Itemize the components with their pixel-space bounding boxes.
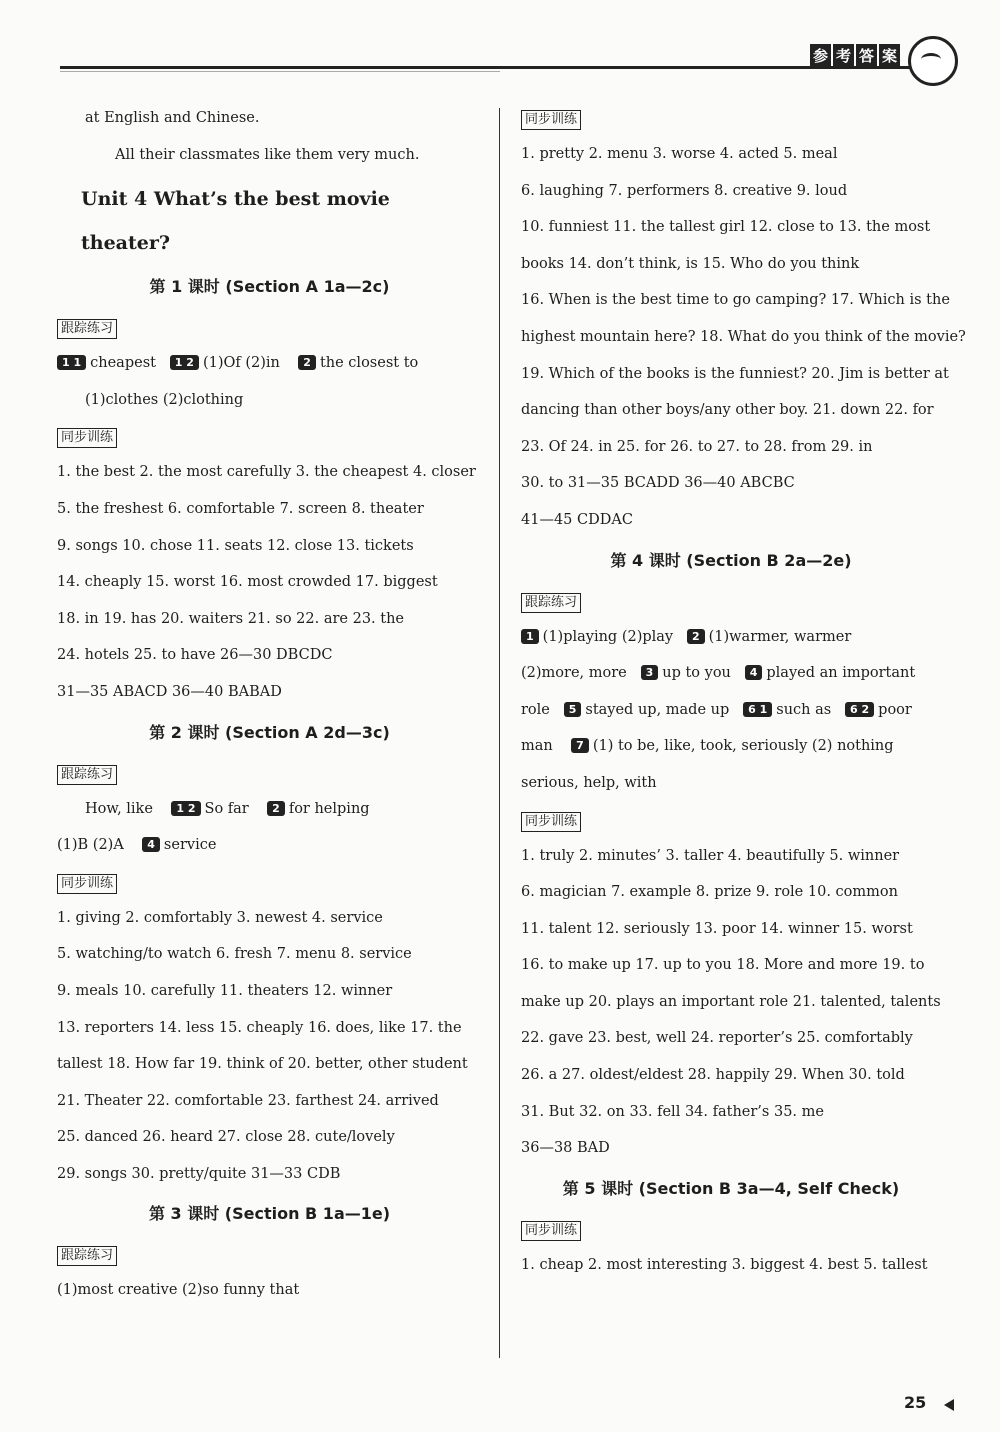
answer-line: 6. laughing 7. performers 8. creative 9. loud [521,182,848,199]
answer-text: for helping [288,800,370,817]
answer-line: 6. magician 7. example 8. prize 9. role 10. common [521,884,898,901]
label-tracking-practice: 跟踪练习 [521,593,581,613]
question-tag: 3 [641,665,659,680]
answer-line: 31—35 ABACD 36—40 BABAD [57,683,282,700]
question-tag: 2 [267,801,285,816]
answer-line: 25. danced 26. heard 27. close 28. cute/lovely [57,1129,395,1146]
answer-line: 14. cheaply 15. worst 16. most crowded 17. biggest [57,574,438,591]
header-char: 考 [833,44,854,67]
label-sync-training: 同步训练 [521,812,581,832]
question-tag: 1 2 [171,801,200,816]
answer-line: 11. talent 12. seriously 13. poor 14. winner 15. worst [521,920,913,937]
question-tag: 2 [298,355,316,370]
question-tag: 5 [564,702,582,717]
answer-text: service [163,837,217,854]
answer-line: 21. Theater 22. comfortable 23. farthest 24. arrived [57,1092,439,1109]
question-tag: 6 1 [743,702,772,717]
answer-line: 5. the freshest 6. comfortable 7. screen 8. theater [57,500,424,517]
answer-line: 10. funniest 11. the tallest girl 12. close to 13. the most [521,219,931,236]
column-divider [499,108,500,1358]
answer-line: 29. songs 30. pretty/quite 31—33 CDB [57,1165,341,1182]
question-tag: 1 [521,629,539,644]
answer-line: 1. pretty 2. menu 3. worse 4. acted 5. meal [521,146,838,162]
section-title: 第 1 课时 (Section A 1a—2c) [149,277,390,297]
question-tag: 6 2 [845,702,874,717]
answer-text: such as [776,701,832,718]
answer-line: 23. Of 24. in 25. for 26. to 27. to 28. from 29. in [521,438,873,455]
answer-line [521,692,941,729]
answer-line: 19. Which of the books is the funniest? 20. Jim is better at [521,365,949,382]
label-sync-training: 同步训练 [57,874,117,894]
answer-text: the closest to [319,355,419,372]
answer-line: 1. cheap 2. most interesting 3. biggest 4. best 5. tallest [521,1256,928,1273]
label-sync-training: 同步训练 [521,110,581,130]
header-rule-thin [60,71,500,72]
section-title: 第 5 课时 (Section B 3a—4, Self Check) [562,1178,900,1198]
answer-text: stayed up, made up [585,701,730,718]
answer-line: 26. a 27. oldest/eldest 28. happily 29. When 30. told [521,1067,905,1084]
answer-line: 24. hotels 25. to have 26—30 DBCDC [57,647,333,664]
label-tracking-practice: 跟踪练习 [57,1246,117,1266]
header-char: 案 [879,44,900,67]
answer-text: poor [878,701,912,718]
answer-line [57,827,482,864]
answer-line: 13. reporters 14. less 15. cheaply 16. does, like 17. the [57,1019,462,1036]
unit-title: Unit 4 What’s the best movie theater? [81,188,390,255]
answer-line: 16. When is the best time to go camping? 17. Which is the [521,292,950,309]
label-tracking-practice: 跟踪练习 [57,319,117,339]
header-char: 参 [810,44,831,67]
answer-line: 9. songs 10. chose 11. seats 12. close 13. tickets [57,537,414,554]
answer-line: make up 20. plays an important role 21. talented, talents [521,993,941,1010]
answer-line: 1. the best 2. the most carefully 3. the cheapest 4. closer [57,464,476,481]
question-tag: 1 1 [57,355,86,370]
answer-line: 1. giving 2. comfortably 3. newest 4. service [57,909,383,926]
answer-line [521,655,941,692]
answer-line: 9. meals 10. carefully 11. theaters 12. winner [57,982,393,999]
answer-line: (1)clothes (2)clothing [85,391,244,408]
answer-line: 18. in 19. has 20. waiters 21. so 22. are 23. the [57,610,405,627]
page-number: 25 [904,1393,927,1412]
intro-line: All their classmates like them very much. [115,146,420,163]
answer-text: (1) to be, like, took, seriously (2) nothing [592,738,894,755]
header-rule [60,66,940,69]
answer-text: (2)more, more [521,665,627,682]
question-tag: 7 [571,738,589,753]
label-sync-training: 同步训练 [521,1221,581,1241]
right-column [521,100,966,1283]
section-title: 第 4 课时 (Section B 2a—2e) [610,550,852,570]
answer-text: (1)B (2)A [57,837,124,854]
answer-text: cheapest [90,355,156,372]
left-column [57,100,482,1309]
answer-line [57,791,482,828]
answer-text: (1)warmer, warmer [708,628,852,645]
question-tag: 4 [745,665,763,680]
answer-line: 30. to 31—35 BCADD 36—40 ABCBC [521,475,795,492]
answer-line: serious, help, with [521,774,657,791]
answer-line: 22. gave 23. best, well 24. reporter’s 25. comfortably [521,1030,913,1047]
answer-line: 36—38 BAD [521,1140,610,1157]
answer-line: 31. But 32. on 33. fell 34. father’s 35. me [521,1103,824,1120]
answer-line: (1)most creative (2)so funny that [57,1282,300,1299]
answer-line [57,345,482,382]
page-arrow-icon [944,1399,954,1411]
logo-icon [908,36,958,86]
label-sync-training: 同步训练 [57,428,117,448]
answer-line [521,728,941,765]
section-title: 第 3 课时 (Section B 1a—1e) [148,1204,391,1224]
answer-text: man [521,738,553,755]
question-tag: 4 [142,837,160,852]
answer-text: played an important [766,665,916,682]
question-tag: 1 2 [170,355,199,370]
answer-line: 16. to make up 17. up to you 18. More and more 19. to [521,957,925,974]
label-tracking-practice: 跟踪练习 [57,765,117,785]
header-title [810,44,900,67]
answer-text: up to you [662,665,731,682]
answer-line: highest mountain here? 18. What do you think of the movie? [521,328,966,345]
answer-line: 41—45 CDDAC [521,511,633,528]
answer-text: (1)Of (2)in [202,355,280,372]
intro-line: at English and Chinese. [85,110,260,126]
answer-line: tallest 18. How far 19. think of 20. better, other student [57,1056,468,1073]
answer-text: (1)playing (2)play [542,628,674,645]
header-char: 答 [856,44,877,67]
answer-line: books 14. don’t think, is 15. Who do you think [521,255,860,272]
answer-line: 1. truly 2. minutes’ 3. taller 4. beautifully 5. winner [521,847,900,864]
answer-line [521,619,941,656]
section-title: 第 2 课时 (Section A 2d—3c) [149,722,390,742]
question-tag: 2 [687,629,705,644]
answer-line: 5. watching/to watch 6. fresh 7. menu 8. service [57,946,412,963]
answer-line: dancing than other boys/any other boy. 21. down 22. for [521,402,934,419]
answer-text: role [521,701,550,718]
answer-text: How, like [85,800,153,817]
answer-text: So far [204,800,249,817]
